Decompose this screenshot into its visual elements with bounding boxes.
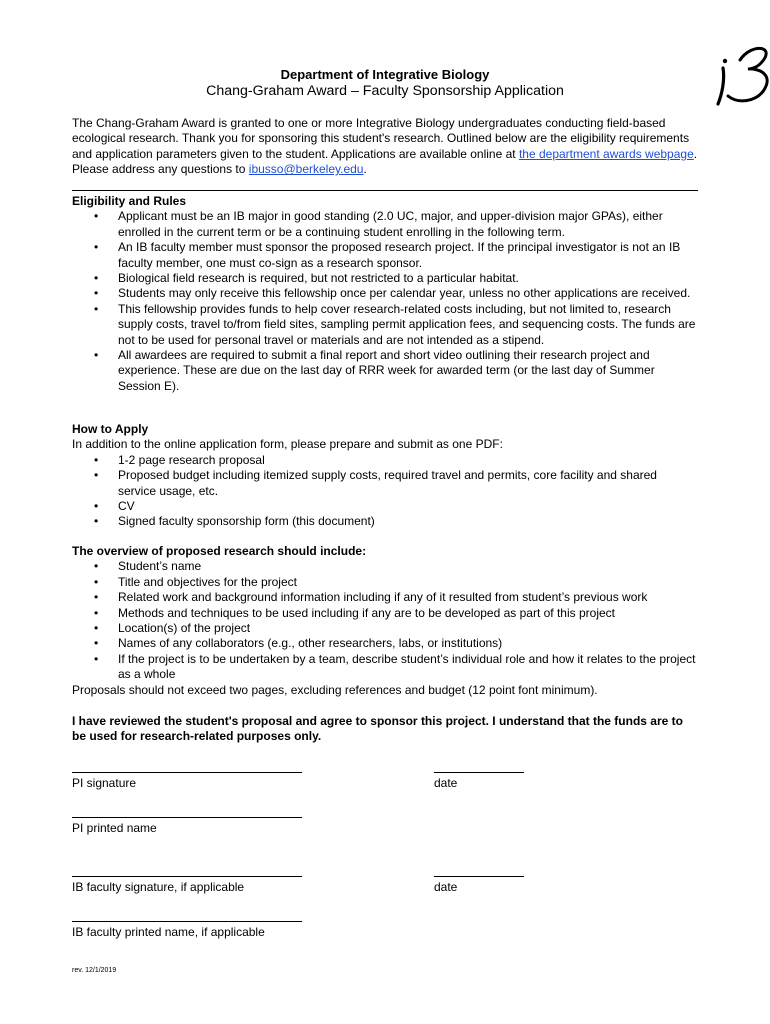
- ib-printed-name-line[interactable]: [72, 921, 302, 922]
- department-title: Department of Integrative Biology: [280, 67, 490, 82]
- list-item: • Related work and background information including if any of it resulted from student’s previous work: [72, 590, 698, 605]
- list-item: • An IB faculty member must sponsor the proposed research project. If the principal investigator is not an IB faculty member, one must co-sign as a research sponsor.: [72, 240, 698, 271]
- list-item: • 1-2 page research proposal: [72, 453, 698, 468]
- section-divider: [72, 190, 698, 191]
- intro-text-middle: . Please address any questions to: [72, 146, 698, 177]
- form-subtitle: Chang-Graham Award – Faculty Sponsorship Application: [206, 83, 564, 99]
- overview-heading: The overview of proposed research should include:: [72, 544, 367, 558]
- list-item: • Signed faculty sponsorship form (this document): [72, 514, 698, 529]
- ib-signature-label: IB faculty signature, if applicable: [72, 880, 245, 894]
- list-item: • Title and objectives for the project: [72, 575, 698, 590]
- overview-section: [72, 544, 698, 698]
- sponsor-agreement-statement: I have reviewed the student's proposal and agree to sponsor this project. I understand that the funds are to be used for research-related purposes only.: [72, 714, 683, 744]
- eligibility-list: [72, 209, 698, 394]
- contact-email-link[interactable]: ibusso@berkeley.edu: [248, 162, 364, 177]
- list-item: • Methods and techniques to be used including if any are to be developed as part of this project: [72, 606, 698, 621]
- overview-footer: Proposals should not exceed two pages, excluding references and budget (12 point font minimum).: [72, 682, 598, 697]
- how-to-apply-section: [72, 422, 698, 530]
- intro-text-end: .: [363, 162, 367, 177]
- date-label-1: date: [434, 776, 458, 790]
- list-item: • Proposed budget including itemized supply costs, required travel and permits, core facility and shared service usage, etc.: [72, 468, 698, 499]
- list-item: • Students may only receive this fellowship once per calendar year, unless no other applications are received.: [72, 286, 698, 301]
- intro-text: The Chang-Graham Award is granted to one or more Integrative Biology undergraduates conducting field-based ecological research. Thank you for sponsoring this student's research. Outlined below are the eligibility requirements and application parameters given to the student. Applications are available online at: [72, 116, 690, 161]
- list-item: • Names of any collaborators (e.g., other researchers, labs, or institutions): [72, 636, 698, 651]
- list-item: • Location(s) of the project: [72, 621, 698, 636]
- pi-printed-name-label: PI printed name: [72, 821, 157, 835]
- list-item: • All awardees are required to submit a final report and short video outlining their research project and experience. These are due on the last day of RRR week for awarded term (or the last day of Summer Session E).: [72, 348, 698, 394]
- intro-paragraph: [72, 116, 698, 178]
- how-to-apply-intro: In addition to the online application form, please prepare and submit as one PDF:: [72, 437, 503, 452]
- date-line-2[interactable]: [434, 876, 524, 877]
- how-to-apply-heading: How to Apply: [72, 422, 149, 436]
- revision-note: rev. 12/1/2019: [72, 967, 117, 974]
- how-to-apply-list: [72, 453, 698, 530]
- date-label-2: date: [434, 880, 458, 894]
- date-line-1[interactable]: [434, 772, 524, 773]
- list-item: • CV: [72, 499, 698, 514]
- list-item: • Biological field research is required, but not restricted to a particular habitat.: [72, 271, 698, 286]
- eligibility-heading: Eligibility and Rules: [72, 194, 187, 208]
- awards-webpage-link[interactable]: the department awards webpage: [518, 146, 694, 161]
- list-item: • Applicant must be an IB major in good standing (2.0 UC, major, and upper-division major GPAs), either enrolled in the current term or be a continuing student enrolling in the following term.: [72, 209, 698, 240]
- ib-printed-name-label: IB faculty printed name, if applicable: [72, 925, 265, 939]
- pi-printed-name-line[interactable]: [72, 817, 302, 818]
- overview-list: [72, 559, 698, 682]
- ib-signature-line[interactable]: [72, 876, 302, 877]
- eligibility-section: [72, 194, 698, 394]
- list-item: • This fellowship provides funds to help cover research-related costs including, but not limited to, research supply costs, travel to/from field sites, sampling permit application fees, and sequencing costs. The funds are not to be used for personal travel or materials and are not intended as a stipend.: [72, 302, 698, 348]
- list-item: • Student’s name: [72, 559, 698, 574]
- pi-signature-label: PI signature: [72, 776, 137, 790]
- ib-logo-icon: [716, 38, 770, 110]
- pi-signature-line[interactable]: [72, 772, 302, 773]
- document-title-block: [72, 66, 698, 100]
- list-item: • If the project is to be undertaken by a team, describe student’s individual role and how it relates to the project as a whole: [72, 652, 698, 683]
